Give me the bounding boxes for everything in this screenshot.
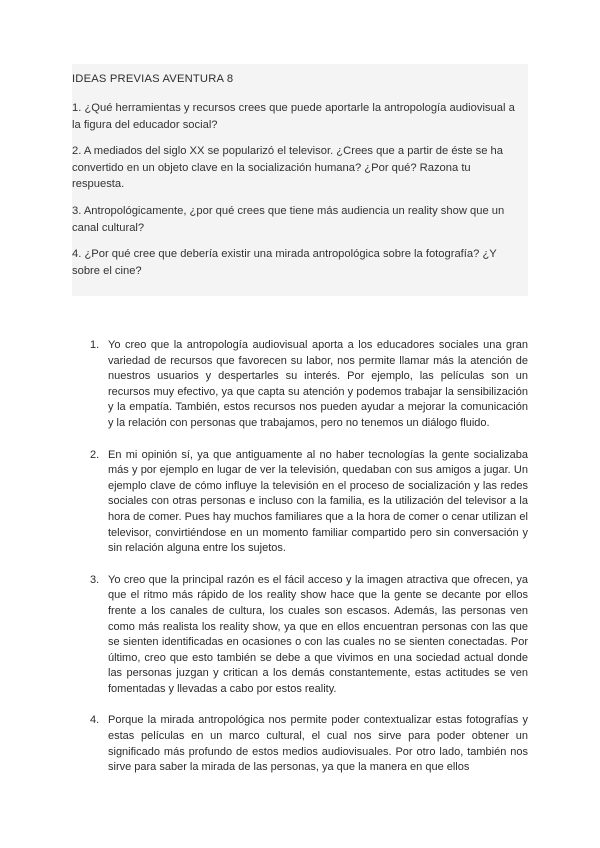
question-3: 3. Antropológicamente, ¿por qué crees que tiene más audiencia un reality show que un canal cultural? (72, 204, 505, 234)
answer-3 (90, 573, 528, 698)
answer-number: 1. (90, 339, 100, 351)
answer-text: Yo creo que la principal razón es el fácil acceso y la imagen atractiva que ofrecen, ya que el ritmo más rápido de los reality show hace que la gente se decante por ellos frente a los canales de cultura, los cuales son escasos. Además, las personas ven como más realista los reality show, ya que en ellos encuentran personas con las que se sienten identificadas en ocasiones o con las cuales no se sienten conectadas. Por último, creo que esto también se debe a que vivimos en una sociedad actual donde las personas juzgan y critican a los demás constantemente, estas actitudes se ven fomentadas y llevadas a cabo por estos reality. (108, 573, 528, 695)
questions-box (72, 64, 528, 296)
document-title: IDEAS PREVIAS AVENTURA 8 (72, 73, 234, 85)
question-1: 1. ¿Qué herramientas y recursos crees que puede aportarle la antropología audiovisual a la figura del educador social? (72, 102, 515, 131)
answer-number: 3. (90, 573, 100, 586)
answer-text: En mi opinión sí, ya que antiguamente al no haber tecnologías la gente socializaba más y por ejemplo en lugar de ver la televisión, quedaban con sus amigos a jugar. Un ejemplo clave de cómo influye la televisión en el proceso de socialización y las redes sociales con otras personas e incluso con la familia, es la utilización del televisor a la hora de comer. Pues hay muchos familiares que a la hora de comer o cenar utilizan el televisor, convirtiéndose en un momento familiar compartido pero sin conversación y sin relación alguna entre los sujetos. (108, 448, 528, 555)
question-2: 2. A mediados del siglo XX se popularizó el televisor. ¿Crees que a partir de éste se ha convertido en un objeto clave en la socialización humana? ¿Por qué? Razona tu respuesta. (72, 145, 503, 191)
answer-text: Yo creo que la antropología audiovisual aporta a los educadores sociales una gran variedad de recursos que favorecen su labor, nos permite llamar más la atención de nuestros usuarios y despertarles su interés. Por ejemplo, las películas son un recursos muy efectivo, ya que capta su atención y podemos trabajar la sensibilización y la empatía. También, estos recursos nos pueden ayudar a mejorar la comunicación y la relación con personas que trabajamos, pero no tenemos un diálogo fluido. (108, 339, 528, 429)
answer-number: 2. (90, 448, 100, 461)
answers-list (90, 338, 528, 792)
question-4: 4. ¿Por qué cree que debería existir una mirada antropológica sobre la fotografía? ¿Y sobre el cine? (72, 248, 497, 277)
answer-1 (90, 338, 528, 432)
answer-2 (90, 448, 528, 557)
answer-number: 4. (90, 714, 100, 727)
answer-text: Porque la mirada antropológica nos permite poder contextualizar estas fotografías y estas películas en un marco cultural, el cual nos sirve para poder obtener un significado más profundo de estos medios audiovisuales. Por otro lado, también nos sirve para saber la mirada de las personas, ya que la manera en que ellos (108, 714, 528, 774)
answer-4 (90, 713, 528, 775)
